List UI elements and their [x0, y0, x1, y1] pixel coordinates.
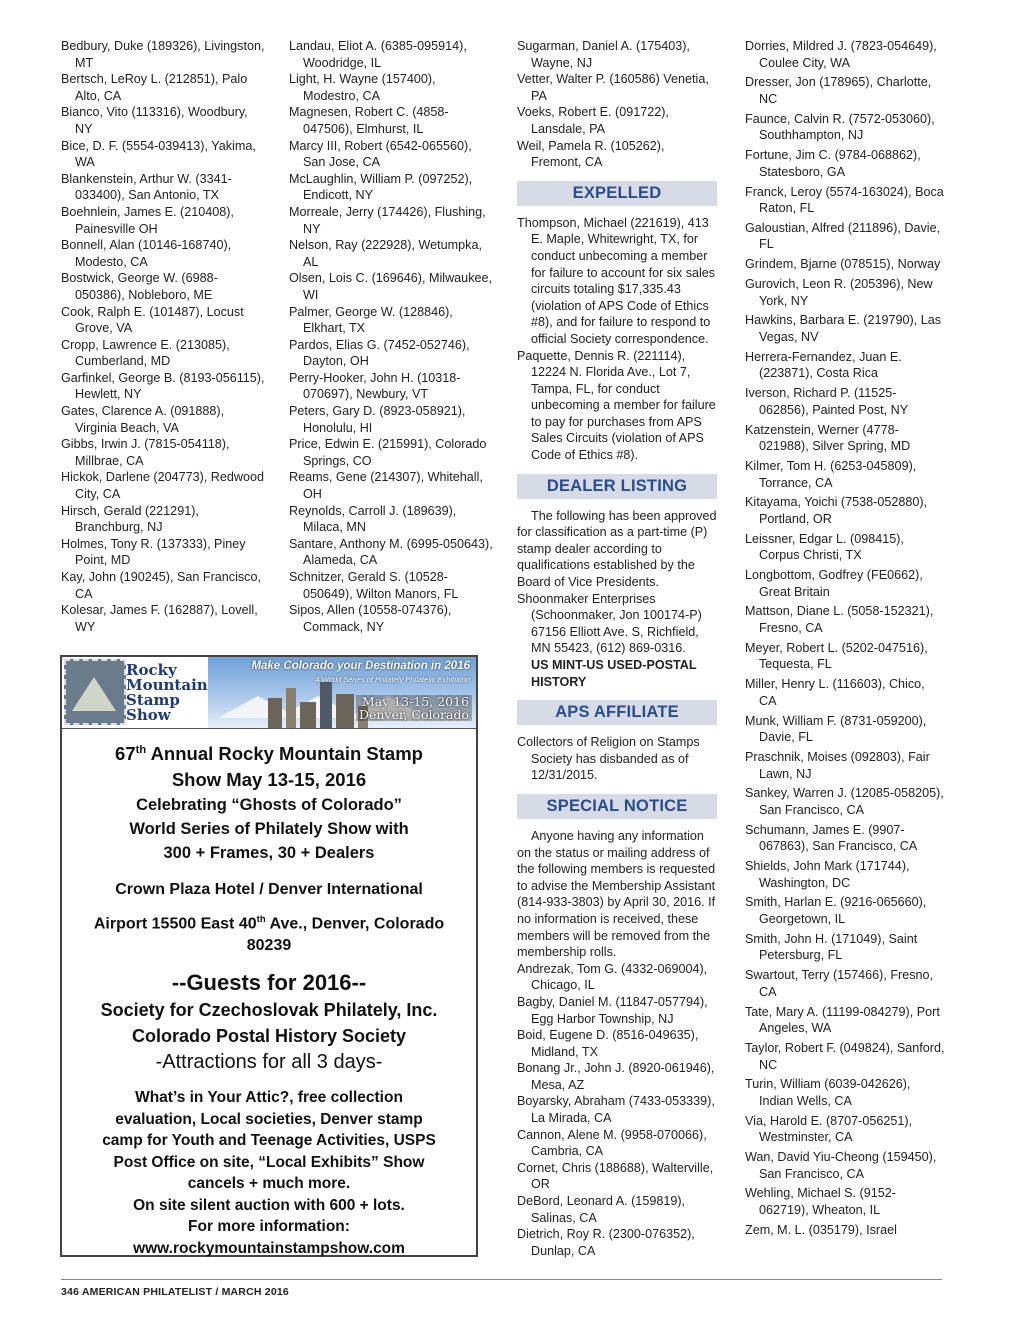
list-item: Magnesen, Robert C. (4858-047506), Elmhurst, IL [289, 105, 449, 136]
list-item: Grindem, Bjarne (078515), Norway [745, 257, 941, 272]
list-item: Zem, M. L. (035179), Israel [745, 1222, 897, 1237]
list-item: Bedbury, Duke (189326), Livingston, MT [61, 39, 265, 70]
affiliate-entry: Collectors of Religion on Stamps Society has disbanded as of 12/31/2015. [517, 735, 700, 783]
list-item: Weil, Pamela R. (105262), Fremont, CA [517, 138, 665, 170]
list-item: Miller, Henry L. (116603), Chico, CA [745, 677, 925, 708]
ad-banner-dates: May 13-15, 2016 Denver, Colorado [356, 695, 472, 721]
ad-subtagline: A World Series of Philately Philatelic Exhibition [314, 675, 470, 684]
list-item: Turin, William (6039-042626), Indian Wells, CA [745, 1077, 911, 1108]
list-item: Cannon, Alene M. (9958-070066), Cambria, CA [517, 1127, 707, 1159]
ad-guest-2: Colorado Postal History Society [131, 1026, 407, 1047]
ad-website: www.rockymountainstampshow.com [133, 1239, 405, 1257]
ad-detail-line: What’s in Your Attic?, free collection [135, 1089, 403, 1107]
ad-detail-line: evaluation, Local societies, Denver stamp [115, 1110, 423, 1128]
denver-skyline-photo [208, 657, 476, 728]
list-item: Faunce, Calvin R. (7572-053060), Southhampton, NJ [745, 111, 935, 143]
list-item: Voeks, Robert E. (091722), Lansdale, PA [517, 105, 669, 136]
list-item: Vetter, Walter P. (160586) Venetia, PA [517, 72, 709, 103]
list-item: Sankey, Warren J. (12085-058205), San Francisco, CA [745, 786, 944, 817]
list-item: Bonang Jr., John J. (8920-061946), Mesa, AZ [517, 1061, 715, 1092]
list-item: Wan, David Yiu-Cheong (159450), San Francisco, CA [745, 1150, 937, 1181]
list-item: Smith, John H. (171049), Saint Petersburg, FL [745, 931, 918, 963]
list-item: Smith, Harlan E. (9216-065660), Georgetown, IL [745, 895, 927, 926]
list-item: Cornet, Chris (188688), Walterville, OR [517, 1160, 714, 1192]
ad-detail-line: camp for Youth and Teenage Activities, USPS [102, 1132, 436, 1150]
list-item: McLaughlin, William P. (097252), Endicott, NY [289, 171, 473, 203]
list-item: Leissner, Edgar L. (098415), Corpus Christi, TX [745, 531, 904, 563]
ad-frames: 300 + Frames, 30 + Dealers [163, 844, 375, 863]
list-item: Boyarsky, Abraham (7433-053339), La Mirada, CA [517, 1094, 715, 1126]
expelled-item: Thompson, Michael (221619), 413 E. Maple, Whitewright, TX, for conduct unbecoming a member for failure to account for six sales circuits totaling $17,335.43 (violation of APS Code of Ethics #8), and for failure to respond to official Society correspondence. [517, 215, 716, 346]
list-item: Gibbs, Irwin J. (7815-054118), Millbrae, CA [61, 437, 230, 468]
dealer-listing-heading: DEALER LISTING [517, 474, 717, 499]
list-item: Fortune, Jim C. (9784-068862), Statesboro, GA [745, 148, 921, 179]
list-item: Schumann, James E. (9907-067863), San Francisco, CA [745, 822, 918, 854]
list-item: Price, Edwin E. (215991), Colorado Springs, CO [289, 437, 487, 468]
list-item: Light, H. Wayne (157400), Modestro, CA [289, 72, 436, 103]
list-item: Marcy III, Robert (6542-065560), San Jose, CA [289, 138, 472, 170]
list-item: Bertsch, LeRoy L. (212851), Palo Alto, CA [61, 72, 248, 103]
list-item: Kolesar, James F. (162887), Lovell, WY [61, 603, 258, 634]
ad-attractions: -Attractions for all 3 days- [155, 1051, 383, 1074]
ad-banner [62, 657, 476, 729]
list-item: Garfinkel, George B. (8193-056115), Hewlett, NY [61, 370, 265, 402]
ad-venue-zip: 80239 [246, 937, 292, 955]
list-item: Wehling, Michael S. (9152-062719), Wheaton, IL [745, 1186, 896, 1217]
dealer-intro: The following has been approved for classification as a part-time (P) stamp dealer according to qualifications established by the Board of Vice Presidents. [517, 508, 717, 590]
ad-guests-heading: --Guests for 2016-- [171, 970, 367, 996]
ad-detail-line: Post Office on site, “Local Exhibits” Show [113, 1153, 425, 1171]
list-item: Santare, Anthony M. (6995-050643), Alameda, CA [289, 536, 493, 568]
notices-column [517, 38, 717, 1259]
notice-intro: Anyone having any information on the status or mailing address of the following members is requested to advise the Membership Assistant (814-933-3803) by April 30, 2016. If no information is received, these members will be removed from the membership rolls. [517, 828, 716, 960]
list-item: Bostwick, George W. (6988-050386), Nobleboro, ME [61, 271, 218, 302]
stamp-image [64, 659, 126, 725]
list-item: Reynolds, Carroll J. (189639), Milaca, MN [289, 503, 457, 535]
list-item: Pardos, Elias G. (7452-052746), Dayton, OH [289, 337, 470, 369]
list-item: Bonnell, Alan (10146-168740), Modesto, CA [61, 238, 232, 269]
list-item: Perry-Hooker, John H. (10318-070697), Newbury, VT [289, 370, 461, 402]
list-item: Hickok, Darlene (204773), Redwood City, CA [61, 470, 265, 502]
member-list-column-4 [745, 38, 945, 1242]
list-item: Longbottom, Godfrey (FE0662), Great Britain [745, 568, 923, 599]
expelled-heading: EXPELLED [517, 181, 717, 206]
list-item: Herrera-Fernandez, Juan E. (223871), Costa Rica [745, 349, 902, 381]
list-item: Schnitzer, Gerald S. (10528-050649), Wilton Manors, FL [289, 570, 459, 601]
page-footer: 346 AMERICAN PHILATELIST / MARCH 2016 [61, 1286, 289, 1298]
ad-venue-line1: Crown Plaza Hotel / Denver International [115, 881, 423, 899]
ad-detail-line: For more information: [188, 1218, 350, 1236]
ad-celebrating: Celebrating “Ghosts of Colorado” [136, 796, 402, 815]
list-item: Peters, Gary D. (8923-058921), Honolulu, HI [289, 404, 466, 435]
list-item: Hirsch, Gerald (221291), Branchburg, NJ [61, 503, 199, 535]
list-item: Landau, Eliot A. (6385-095914), Woodridge, IL [289, 39, 467, 70]
ad-guest-1: Society for Czechoslovak Philately, Inc. [100, 1000, 438, 1021]
list-item: Taylor, Robert F. (049824), Sanford, NC [745, 1040, 945, 1072]
list-item: Mattson, Diane L. (5058-152321), Fresno, CA [745, 604, 934, 635]
aps-affiliate-heading: APS AFFILIATE [517, 700, 717, 725]
footer-divider [61, 1279, 942, 1280]
list-item: Holmes, Tony R. (137333), Piney Point, MD [61, 536, 246, 568]
list-item: Iverson, Richard P. (11525-062856), Painted Post, NY [745, 386, 909, 417]
list-item: Kay, John (190245), San Francisco, CA [61, 570, 261, 601]
list-item: Dorries, Mildred J. (7823-054649), Coulee City, WA [745, 39, 937, 70]
list-item: Cropp, Lawrence E. (213085), Cumberland, MD [61, 337, 230, 369]
list-item: Bice, D. F. (5554-039413), Yakima, WA [61, 138, 256, 170]
list-item: Reams, Gene (214307), Whitehall, OH [289, 470, 483, 502]
list-item: DeBord, Leonard A. (159819), Salinas, CA [517, 1194, 686, 1225]
ad-title-line2: Show May 13-15, 2016 [171, 769, 367, 791]
member-list-column-1 [61, 38, 266, 635]
list-item: Kilmer, Tom H. (6253-045809), Torrance, CA [745, 458, 917, 490]
rocky-mountain-stamp-show-ad [60, 655, 478, 1257]
list-item: Cook, Ralph E. (101487), Locust Grove, VA [61, 304, 244, 336]
list-item: Gurovich, Leon R. (205396), New York, NY [745, 277, 933, 308]
ad-title: 67th Annual Rocky Mountain Stamp [115, 743, 423, 765]
list-item: Gates, Clarence A. (091888), Virginia Beach, VA [61, 404, 225, 435]
dealer-entry: Shoonmaker Enterprises (Schoonmaker, Jon 100174-P) 67156 Elliott Ave. S, Richfield, MN 55423, (612) 869-0316. [517, 591, 702, 656]
list-item: Boid, Eugene D. (8516-049635), Midland, TX [517, 1028, 699, 1059]
dealer-specialty: US MINT-US USED-POSTAL HISTORY [531, 658, 697, 689]
expelled-item: Paquette, Dennis R. (221114), 12224 N. Florida Ave., Lot 7, Tampa, FL, for conduct unbecoming a member for failure to pay for purchases from APS Sales Circuits (violation of APS Code of Ethics #8). [517, 348, 716, 463]
list-item: Galoustian, Alfred (211896), Davie, FL [745, 220, 941, 252]
list-item: Kitayama, Yoichi (7538-052880), Portland, OR [745, 495, 928, 526]
list-item: Dietrich, Roy R. (2300-076352), Dunlap, CA [517, 1227, 695, 1258]
ad-body [62, 737, 476, 1259]
ad-series: World Series of Philately Show with [129, 820, 409, 839]
list-item: Franck, Leroy (5574-163024), Boca Raton, FL [745, 184, 944, 216]
list-item: Via, Harold E. (8707-056251), Westminster, CA [745, 1113, 913, 1145]
show-logo: Rocky Mountain Stamp Show [126, 661, 208, 724]
list-item: Boehnlein, James E. (210408), Painesville OH [61, 204, 234, 236]
list-item: Dresser, Jon (178965), Charlotte, NC [745, 75, 932, 106]
list-item: Sugarman, Daniel A. (175403), Wayne, NJ [517, 39, 690, 70]
list-item: Munk, William F. (8731-059200), Davie, FL [745, 713, 927, 745]
ad-tagline: Make Colorado your Destination in 2016 [251, 660, 470, 672]
special-notice-heading: SPECIAL NOTICE [517, 794, 717, 819]
list-item: Morreale, Jerry (174426), Flushing, NY [289, 204, 486, 236]
list-item: Blankenstein, Arthur W. (3341-033400), San Antonio, TX [61, 171, 232, 203]
list-item: Meyer, Robert L. (5202-047516), Tequesta, FL [745, 640, 928, 672]
list-item: Hawkins, Barbara E. (219790), Las Vegas, NV [745, 313, 942, 344]
list-item: Shields, John Mark (171744), Washington, DC [745, 859, 910, 890]
list-item: Sipos, Allen (10558-074376), Commack, NY [289, 603, 452, 634]
list-item: Palmer, George W. (128846), Elkhart, TX [289, 304, 453, 336]
list-item: Nelson, Ray (222928), Wetumpka, AL [289, 238, 482, 269]
list-item: Tate, Mary A. (11199-084279), Port Angeles, WA [745, 1004, 940, 1036]
member-list-column-2 [289, 38, 494, 635]
list-item: Swartout, Terry (157466), Fresno, CA [745, 968, 934, 999]
ad-detail-line: cancels + much more. [187, 1175, 351, 1193]
ad-detail-line: On site silent auction with 600 + lots. [133, 1196, 405, 1214]
list-item: Bagby, Daniel M. (11847-057794), Egg Harbor Township, NJ [517, 994, 708, 1026]
list-item: Bianco, Vito (113316), Woodbury, NY [61, 105, 248, 136]
ad-venue-line2: Airport 15500 East 40th Ave., Denver, Colorado [93, 914, 445, 933]
list-item: Katzenstein, Werner (4778-021988), Silver Spring, MD [745, 422, 911, 454]
list-item: Olsen, Lois C. (169646), Milwaukee, WI [289, 271, 492, 302]
list-item: Praschnik, Moises (092803), Fair Lawn, NJ [745, 749, 930, 781]
list-item: Andrezak, Tom G. (4332-069004), Chicago, IL [517, 961, 708, 993]
